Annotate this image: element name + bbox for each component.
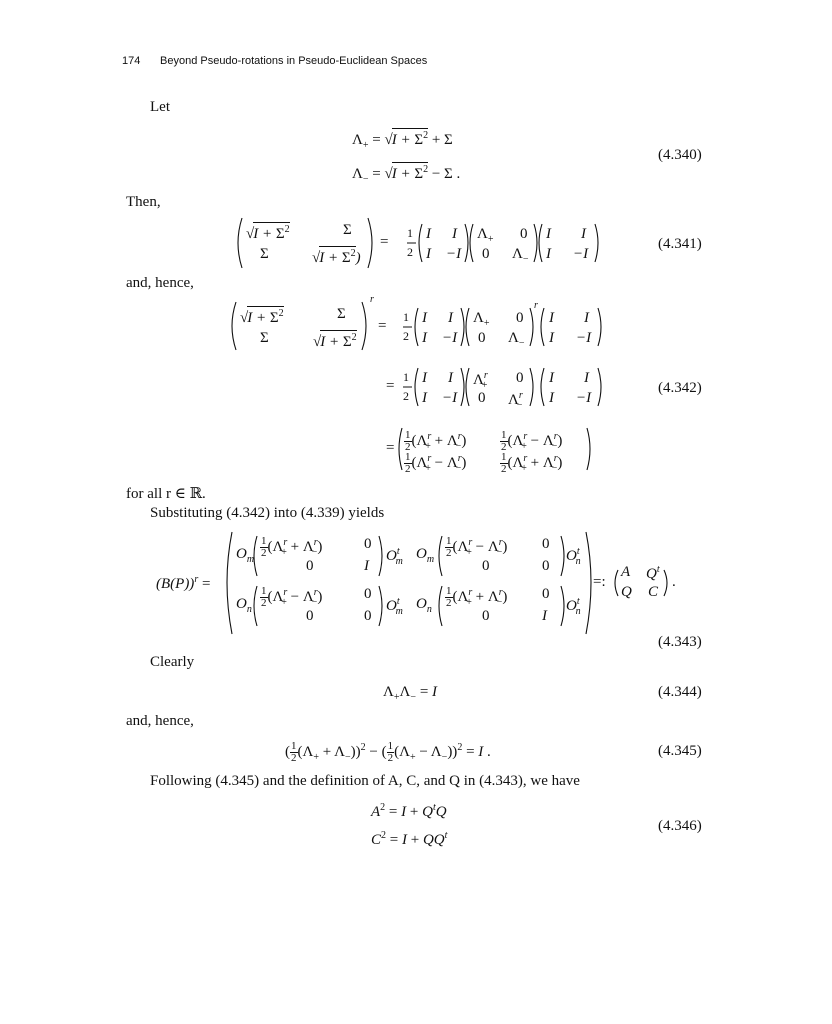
equation-4-346-a: $A^2 = I + Q^tQ$ bbox=[371, 802, 447, 820]
equation-4-342-line-1: r r $√I + \Sigma^2$ Σ Σ $√I + \Sigma^2$ = 1 2 I I I −I $\Lambda_+$ 0 0 $\Lambda_-$ I I I −I bbox=[226, 296, 606, 352]
text-substituting: Substituting (4.342) into (4.339) yields bbox=[150, 505, 385, 521]
equation-lambda-minus: $\Lambda_- = √I + \Sigma^2 - \Sigma$ . bbox=[352, 164, 461, 185]
equation-number-4-343: (4.343) bbox=[658, 634, 702, 650]
equation-number-4-340: (4.340) bbox=[658, 147, 702, 163]
text-clearly: Clearly bbox=[150, 654, 195, 670]
equation-4-341: $√I + \Sigma^2$ Σ Σ $√I + \Sigma^2$) = 1 2 I I I −I $\Lambda_+$ 0 0 $\Lambda_-$ I I I −I bbox=[232, 216, 612, 272]
equation-number-4-342: (4.342) bbox=[658, 380, 702, 396]
equation-4-343: $(B(P))^r$ = $O_m$ $\frac{1}{2}$ $(\Lambda^r_+ + \Lambda^r_-)$ 0 0 I $O^t_m$ $O_m$ $\frac{1}{2}$ $(\Lambda^r_+ - \Lambda^r_-)$ 0 0 0 $O^t_n$ $O_n$ $\frac{1}{2}$ $(\Lambda^r_+ - \Lambda^r_-)$ 0 0 0 $O^t_m$ $O_n$ $\frac{1}{2}$ $(\Lambda^r_+ + \Lambda^r_-)$ 0 0 I $O^t_n$ =: A $Q^t$ Q C . bbox=[156, 528, 676, 638]
text-and-hence-1: and, hence, bbox=[126, 275, 194, 291]
equation-4-345: ( $\frac{1}{2}$ $(\Lambda_+ + \Lambda_-))^2$ − ( $\frac{1}{2}$ $(\Lambda_+ - \Lambda_-))^2 = I$ . bbox=[285, 740, 491, 764]
text-following: Following (4.345) and the definition of A, C, and Q in (4.343), we have bbox=[150, 773, 580, 789]
text-let: Let bbox=[150, 99, 170, 115]
equation-4-344: $\Lambda_+\Lambda_- = I$ bbox=[383, 684, 438, 703]
equation-4-342-line-3: = $\frac{1}{2}$ $(\Lambda^r_+ + \Lambda^r_-)$ $\frac{1}{2}$ $(\Lambda^r_+ - \Lambda^r_-)$ $\frac{1}{2}$ $(\Lambda^r_+ - \Lambda^r_-)$ $\frac{1}{2}$ $(\Lambda^r_+ + \Lambda^r_-)$ bbox=[384, 424, 604, 474]
equation-number-4-345: (4.345) bbox=[658, 743, 702, 759]
equation-4-342-line-2: = 1 2 I I I −I $\Lambda^r_+$ 0 0 $\Lambda^r_-$ I I I −I bbox=[384, 364, 604, 410]
equation-4-346-b: $C^2 = I + QQ^t$ bbox=[371, 830, 448, 848]
text-for-all: for all r ∈ ℝ. bbox=[126, 486, 206, 502]
equation-number-4-341: (4.341) bbox=[658, 236, 702, 252]
matrix-brackets bbox=[384, 364, 604, 410]
equation-number-4-346: (4.346) bbox=[658, 818, 702, 834]
text-then: Then, bbox=[126, 194, 161, 210]
running-title: Beyond Pseudo-rotations in Pseudo-Euclidean Spaces bbox=[160, 55, 428, 67]
text-and-hence-2: and, hence, bbox=[126, 713, 194, 729]
equation-number-4-344: (4.344) bbox=[658, 684, 702, 700]
equation-lambda-plus: $\Lambda_+ = √I + \Sigma^2 + \Sigma$ bbox=[352, 130, 453, 151]
page-number: 174 bbox=[122, 55, 141, 67]
